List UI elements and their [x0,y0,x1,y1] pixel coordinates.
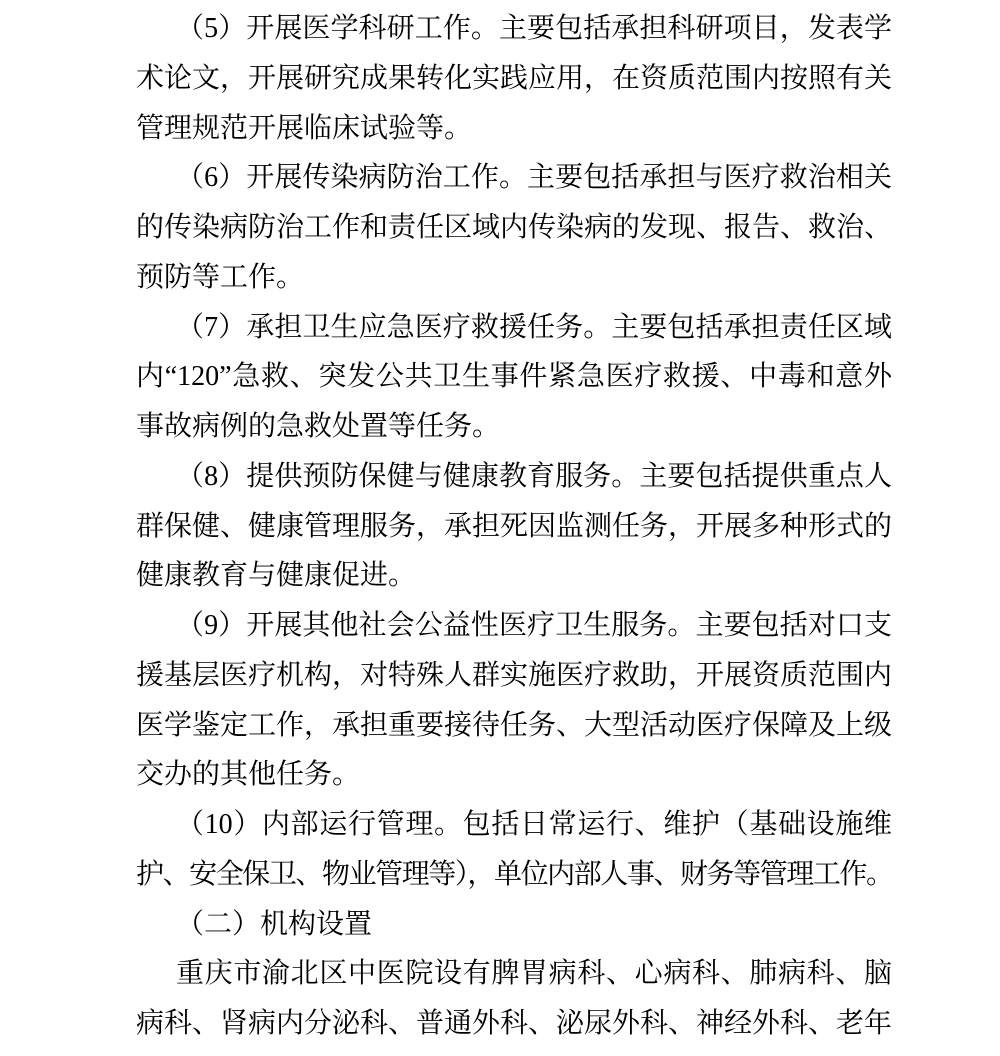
text-line: 预防等工作。 [136,261,305,293]
text-line: 护、安全保卫、物业管理等），单位内部人事、财务等管理工作。 [136,858,892,890]
text-line: 事故病例的急救处置等任务。 [136,411,501,442]
document-page [136,0,892,1049]
text-line: 重庆市渝北区中医院设有脾胃病科、心病科、肺病科、脑 [176,958,892,990]
text-line: （5）开展医学科研工作。主要包括承担科研项目，发表学 [176,13,892,44]
text-line: 病科、肾病内分泌科、普通外科、泌尿外科、神经外科、老年 [136,1008,893,1039]
text-line: 群保健、健康管理服务，承担死因监测任务，开展多种形式的 [136,510,893,542]
paragraph-item-7 [136,303,892,452]
text-line: 健康教育与健康促进。 [136,560,417,592]
paragraph-departments [136,949,892,1049]
paragraph-item-6 [136,153,892,302]
text-line: 术论文，开展研究成果转化实践应用，在资质范围内按照有关 [136,62,893,94]
text-line: 内“120”急救、突发公共卫生事件紧急医疗救援、中毒和意外 [136,361,892,393]
paragraph-item-10 [136,800,892,900]
text-line: 援基层医疗机构，对特殊人群实施医疗救助，开展资质范围内 [136,659,893,691]
text-line: （6）开展传染病防治工作。主要包括承担与医疗救治相关 [176,162,892,194]
text-line: （10）内部运行管理。包括日常运行、维护（基础设施维 [176,809,892,840]
text-line: 的传染病防治工作和责任区域内传染病的发现、报告、救治、 [136,212,893,243]
text-line: （8）提供预防保健与健康教育服务。主要包括提供重点人 [176,460,892,492]
text-line: 管理规范开展临床试验等。 [136,112,473,144]
text-line: 医学鉴定工作，承担重要接待任务、大型活动医疗保障及上级 [136,709,893,741]
text-line: 交办的其他任务。 [136,759,361,791]
text-line: （7）承担卫生应急医疗救援任务。主要包括承担责任区域 [176,311,892,343]
section-heading [136,900,892,950]
paragraph-item-8 [136,452,892,601]
text-line: （9）开展其他社会公益性医疗卫生服务。主要包括对口支 [176,610,892,641]
paragraph-item-9 [136,601,892,800]
section-heading-text: （二）机构设置 [176,908,373,940]
paragraph-item-5 [136,4,892,153]
